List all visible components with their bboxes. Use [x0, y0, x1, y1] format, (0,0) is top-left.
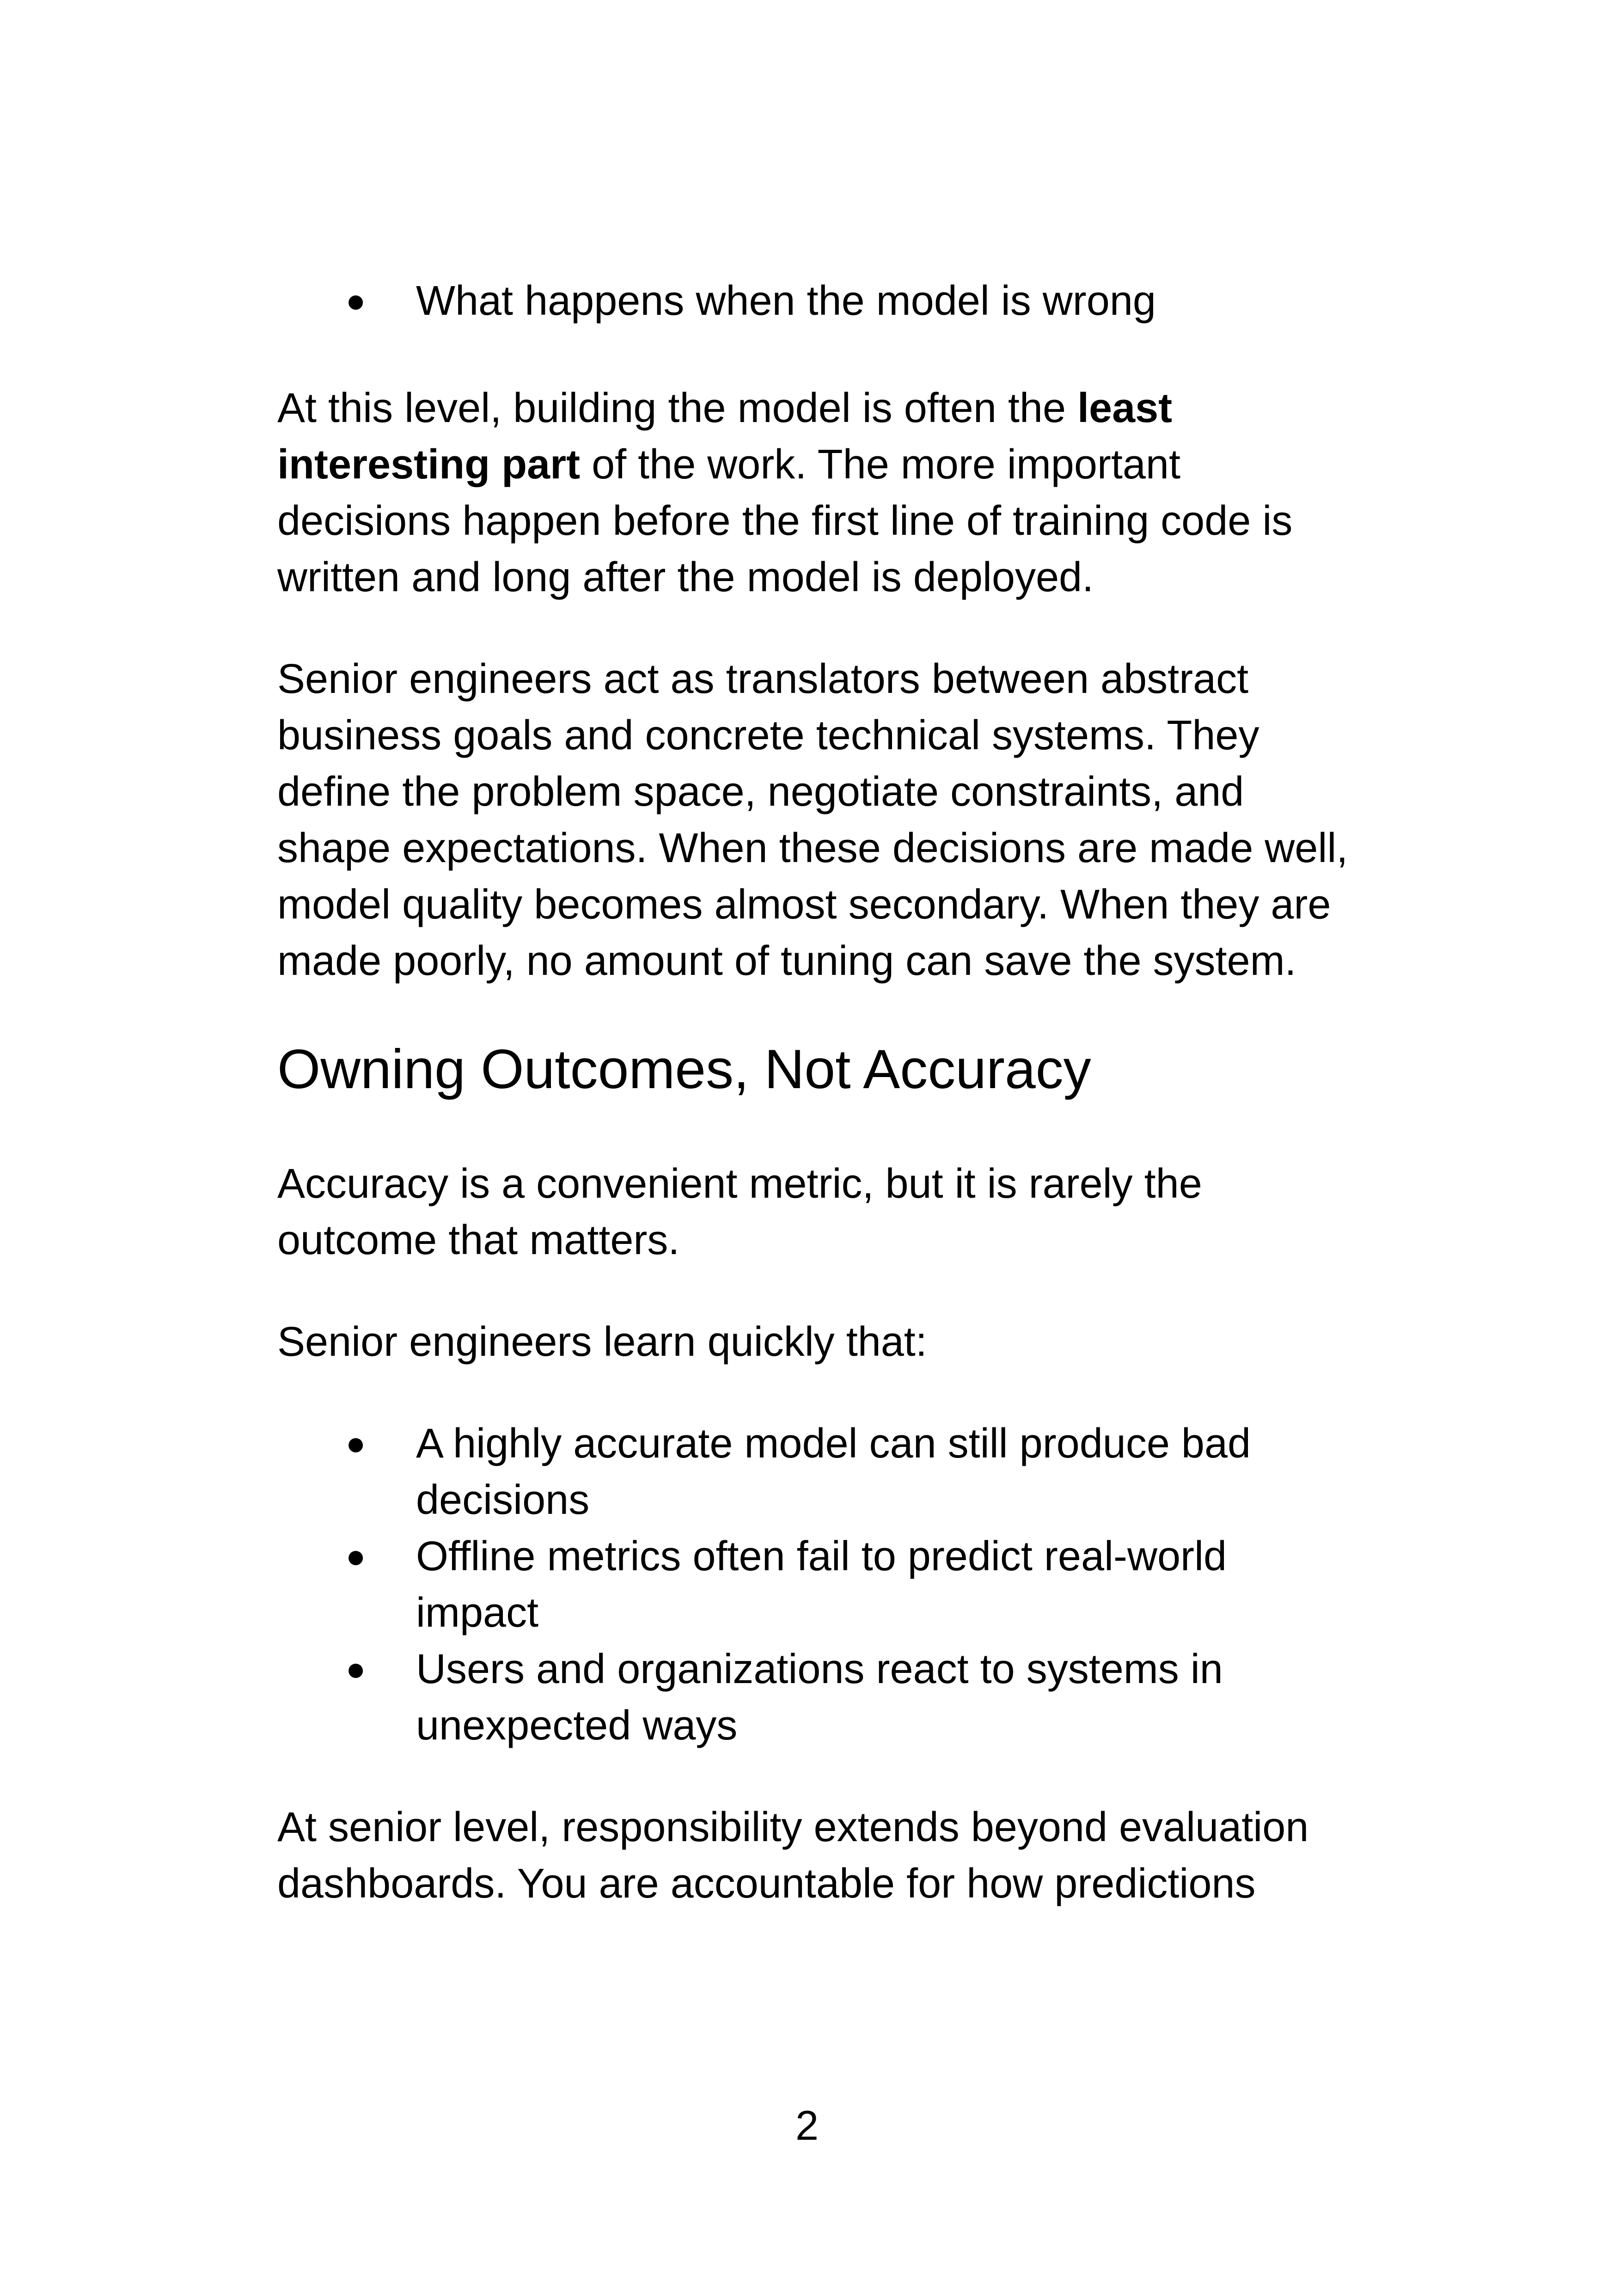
bullet-icon: ●: [346, 1651, 366, 1688]
list-item-text: Users and organizations react to systems in unexpected ways: [416, 1646, 1223, 1749]
paragraph-model-least-interesting: [277, 380, 1350, 606]
page-number: 2: [795, 2103, 819, 2149]
paragraph-senior-responsibility: At senior level, responsibility extends beyond evaluation dashboards. You are accountable for how predictions: [277, 1804, 1309, 1907]
list-item: [346, 1415, 1350, 1528]
list-item-text: What happens when the model is wrong: [416, 278, 1156, 324]
paragraph-accuracy-metric: Accuracy is a convenient metric, but it is rarely the outcome that matters.: [277, 1161, 1202, 1263]
list-item-text: Offline metrics often fail to predict real-world impact: [416, 1533, 1227, 1636]
bold-emphasis: least interesting part: [277, 385, 1173, 488]
section-heading: Owning Outcomes, Not Accuracy: [277, 1038, 1091, 1100]
paragraph-text-after: of the work. The more important decisions happen before the first line of training code is written and long after the model is deployed.: [277, 441, 1293, 600]
page-content: [277, 273, 1350, 1957]
paragraph-learn-quickly: Senior engineers learn quickly that:: [277, 1319, 927, 1365]
bullet-icon: ●: [346, 1538, 366, 1575]
list-item: [346, 273, 1350, 329]
paragraph-senior-translators: Senior engineers act as translators between abstract business goals and concrete technical systems. They define the problem space, negotiate constraints, and shape expectations. When these decisions are made well, model quality becomes almost secondary. When they are made poorly, no amount of tuning can save the system.: [277, 656, 1348, 984]
bullet-icon: ●: [346, 1425, 366, 1462]
list-item: [346, 1641, 1350, 1754]
bullet-list-continued: [277, 273, 1350, 329]
list-item: [346, 1528, 1350, 1641]
paragraph-text-before: At this level, building the model is often the: [277, 385, 1078, 431]
bullet-list-lessons: [277, 1415, 1350, 1754]
list-item-text: A highly accurate model can still produce bad decisions: [416, 1420, 1251, 1523]
bullet-icon: ●: [346, 282, 366, 319]
